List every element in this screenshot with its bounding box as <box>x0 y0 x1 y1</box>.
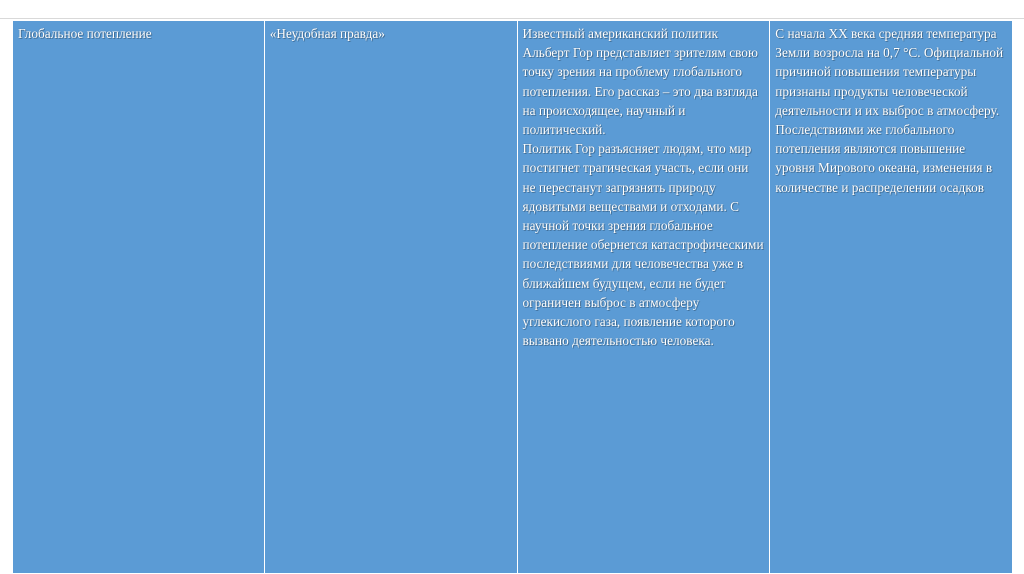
facts-text: С начала XX века средняя температура Земли возросла на 0,7 °С. Официальной причиной повышения температуры признаны продукты человеческой деятельности и их выброс в атмосферу. Последствиями же глобального потепления являются повышение уровня Мирового океана, изменения в количестве и распределении осадков <box>775 26 1004 195</box>
table-row <box>13 21 1013 574</box>
description-cell <box>517 21 770 574</box>
description-paragraph-1: Известный американский политик Альберт Гор представляет зрителям свою точку зрения на проблему глобального потепления. Его рассказ – это два взгляда на происходящее, научный и политический. <box>522 26 758 138</box>
topic-text: Глобальное потепление <box>18 26 152 41</box>
description-paragraph-2: Политик Гор разъясняет людям, что мир постигнет трагическая участь, если они не перестанут загрязнять природу ядовитыми веществами и отходами. С научной точки зрения глобальное потепление обернется катастрофическими последствиями для человечества уже в ближайшем будущем, если не будет ограничен выброс в атмосферу углекислого газа, появление которого вызвано деятельностью человека. <box>522 141 764 349</box>
film-cell <box>264 21 517 574</box>
top-divider <box>0 18 1024 19</box>
film-title-text: «Неудобная правда» <box>269 26 385 41</box>
facts-cell <box>770 21 1013 574</box>
topic-cell <box>13 21 265 574</box>
info-table <box>12 20 1013 574</box>
